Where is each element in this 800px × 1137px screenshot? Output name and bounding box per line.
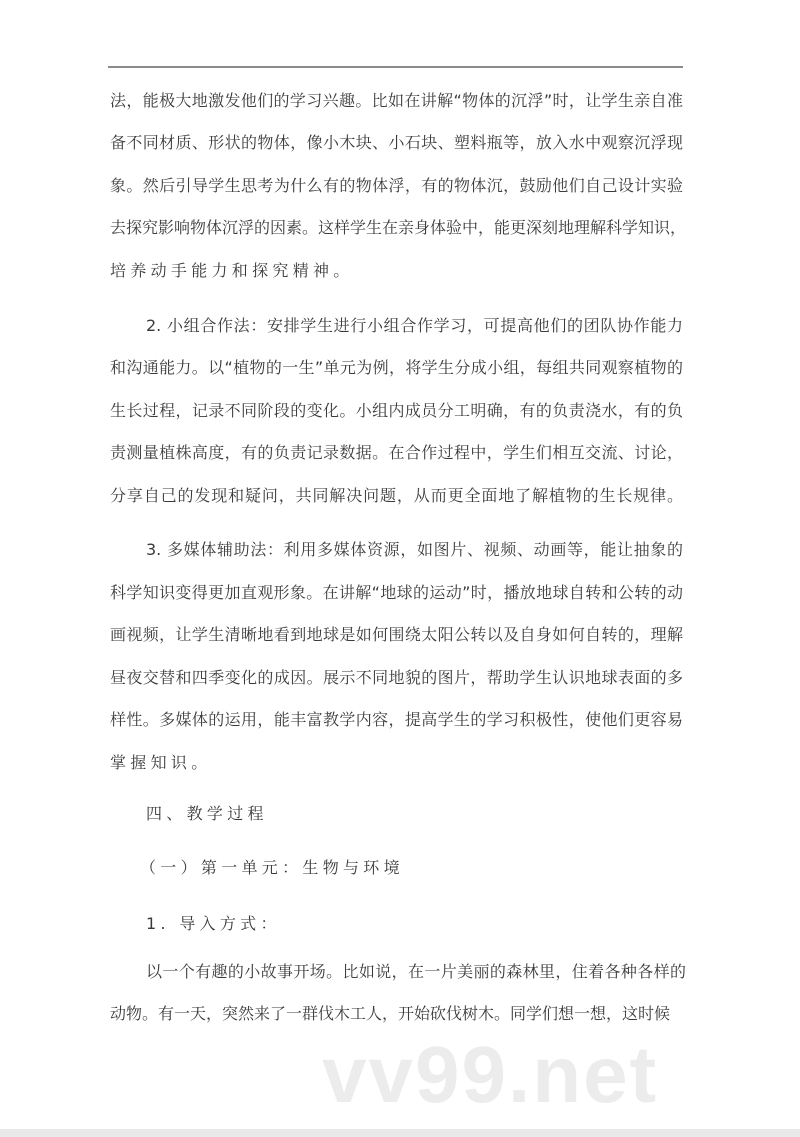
unit-heading: （一）第一单元：生物与环境 <box>140 858 404 877</box>
watermark: vv99.net <box>322 1030 659 1119</box>
text-line: 培养动手能力和探究精神。 <box>110 261 354 280</box>
text-line: 3. 多媒体辅助法：利用多媒体资源，如图片、视频、动画等，能让抽象的 <box>146 540 683 559</box>
text-line: 科学知识变得更加直观形象。在讲解“地球的运动”时，播放地球自转和公转的动 <box>110 583 683 602</box>
text-line: 昼夜交替和四季变化的成因。展示不同地貌的图片，帮助学生认识地球表面的多 <box>110 668 683 687</box>
text-line: 备不同材质、形状的物体，像小木块、小石块、塑料瓶等，放入水中观察沉浮现 <box>110 133 683 152</box>
text-line: 以一个有趣的小故事开场。比如说，在一片美丽的森林里，住着各种各样的 <box>146 962 686 981</box>
text-line: 和沟通能力。以“植物的一生”单元为例，将学生分成小组，每组共同观察植物的 <box>110 358 683 377</box>
text-line: 法，能极大地激发他们的学习兴趣。比如在讲解“物体的沉浮”时，让学生亲自准 <box>110 91 683 110</box>
item-heading: 1. 导入方式： <box>146 914 281 933</box>
text-line: 生长过程，记录不同阶段的变化。小组内成员分工明确，有的负责浇水，有的负 <box>110 401 683 420</box>
text-line: 样性。多媒体的运用，能丰富教学内容，提高学生的学习积极性，使他们更容易 <box>110 710 683 729</box>
section-heading: 四、教学过程 <box>146 804 268 823</box>
text-line: 去探究影响物体沉浮的因素。这样学生在亲身体验中，能更深刻地理解科学知识， <box>110 218 687 237</box>
header-rule <box>108 66 683 68</box>
text-line: 责测量植株高度，有的负责记录数据。在合作过程中，学生们相互交流、讨论， <box>110 443 683 462</box>
text-line: 画视频，让学生清晰地看到地球是如何围绕太阳公转以及自身如何自转的，理解 <box>110 625 683 644</box>
page-bottom-edge <box>0 1129 800 1137</box>
text-line: 掌握知识。 <box>110 753 212 772</box>
text-line: 象。然后引导学生思考为什么有的物体浮，有的物体沉，鼓励他们自己设计实验 <box>110 176 683 195</box>
text-line: 2. 小组合作法：安排学生进行小组合作学习，可提高他们的团队协作能力 <box>146 316 683 335</box>
text-line: 动物。有一天，突然来了一群伐木工人，开始砍伐树木。同学们想一想，这时候 <box>110 1004 671 1023</box>
text-line: 分享自己的发现和疑问，共同解决问题，从而更全面地了解植物的生长规律。 <box>110 486 683 505</box>
